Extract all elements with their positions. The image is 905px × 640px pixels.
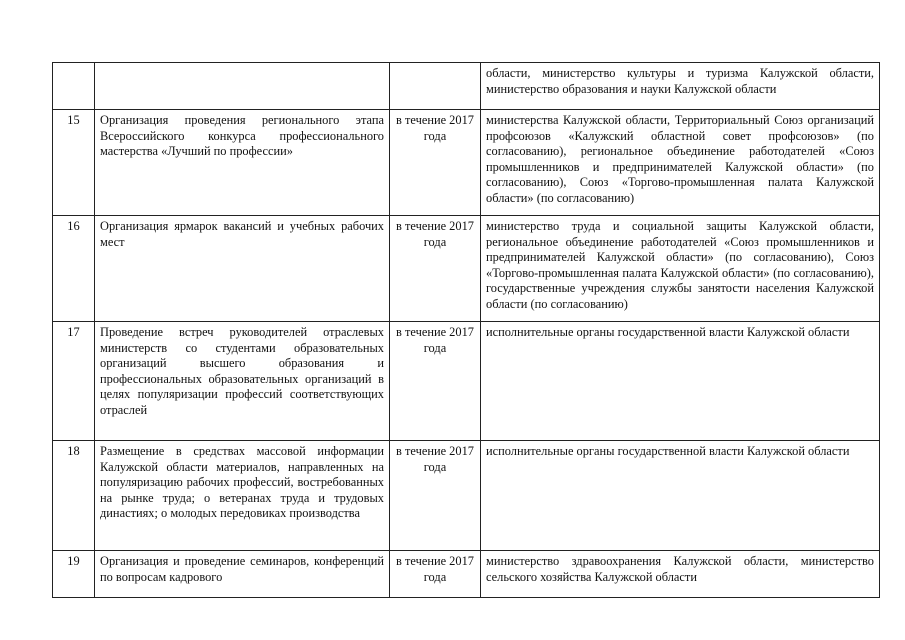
row-number: 18: [53, 441, 95, 551]
event-cell: Организация ярмарок вакансий и учебных рабочих мест: [95, 216, 390, 322]
term-cell: в течение 2017 года: [390, 322, 481, 441]
row-number: 17: [53, 322, 95, 441]
executors-cell: министерства Калужской области, Территориальный Союз организаций профсоюзов «Калужский областной совет профсоюзов» (по согласованию), региональное объединение работодателей «Союз промышленников и предпринимателей Калужской области» (по согласованию), Союз «Торгово-промышленная палата Калужской области» (по согласованию): [481, 110, 880, 216]
row-number: 19: [53, 551, 95, 598]
executors-cell: министерство труда и социальной защиты Калужской области, региональное объединение работодателей «Союз промышленников и предпринимателей Калужской области» (по согласованию), Союз «Торгово-промышленная палата Калужской области» (по согласованию), государственные учреждения службы занятости населения Калужской области (по согласованию): [481, 216, 880, 322]
event-cell: Проведение встреч руководителей отраслевых министерств со студентами образовательных организаций высшего образования и профессиональных образовательных организаций в целях популяризации профессий соответствующих отраслей: [95, 322, 390, 441]
executors-cell: области, министерство культуры и туризма Калужской области, министерство образования и науки Калужской области: [481, 63, 880, 110]
term-cell: в течение 2017 года: [390, 110, 481, 216]
event-cell: Размещение в средствах массовой информации Калужской области материалов, направленных на популяризацию рабочих профессий, востребованных на рынке труда; о ветеранах труда и трудовых династиях; о молодых передовиках производства: [95, 441, 390, 551]
table-row: [53, 441, 880, 551]
table-row: [53, 322, 880, 441]
row-number: 16: [53, 216, 95, 322]
term-cell: в течение 2017 года: [390, 441, 481, 551]
term-cell: в течение 2017 года: [390, 551, 481, 598]
table-row: [53, 63, 880, 110]
executors-cell: исполнительные органы государственной власти Калужской области: [481, 441, 880, 551]
executors-cell: исполнительные органы государственной власти Калужской области: [481, 322, 880, 441]
table-row: [53, 110, 880, 216]
event-cell: Организация проведения регионального этапа Всероссийского конкурса профессионального мастерства «Лучший по профессии»: [95, 110, 390, 216]
row-number: 15: [53, 110, 95, 216]
event-cell: Организация и проведение семинаров, конференций по вопросам кадрового: [95, 551, 390, 598]
measures-table: [52, 62, 880, 598]
table-row: [53, 551, 880, 598]
term-cell: в течение 2017 года: [390, 216, 481, 322]
row-number: [53, 63, 95, 110]
term-cell: [390, 63, 481, 110]
executors-cell: министерство здравоохранения Калужской области, министерство сельского хозяйства Калужской области: [481, 551, 880, 598]
event-cell: [95, 63, 390, 110]
table-row: [53, 216, 880, 322]
